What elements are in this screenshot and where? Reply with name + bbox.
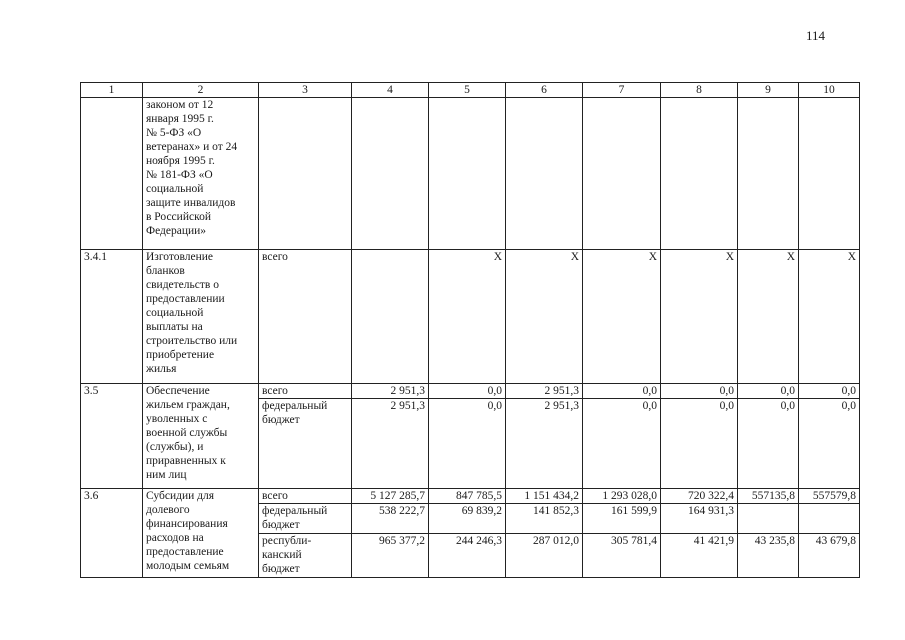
column-number: 8	[661, 83, 738, 98]
column-number: 4	[352, 83, 429, 98]
column-numbers-row	[81, 83, 860, 98]
funding-source-cell: федеральный бюджет	[259, 399, 352, 489]
value-cell: 69 839,2	[429, 504, 506, 534]
funding-source-cell: всего	[259, 489, 352, 504]
value-cell	[352, 250, 429, 384]
item-name-cell: законом от 12 января 1995 г. № 5-ФЗ «О ветеранах» и от 24 ноября 1995 г. № 181-ФЗ «О социальной защите инвалидов в Российской Федерации»	[143, 98, 259, 250]
column-number: 10	[799, 83, 860, 98]
value-cell: X	[738, 250, 799, 384]
value-cell: 0,0	[583, 384, 661, 399]
value-cell: X	[583, 250, 661, 384]
value-cell: 0,0	[799, 384, 860, 399]
funding-source-cell: всего	[259, 384, 352, 399]
value-cell: 557135,8	[738, 489, 799, 504]
value-cell	[799, 504, 860, 534]
item-code-cell: 3.6	[81, 489, 143, 578]
item-name-cell: Обеспечение жильем граждан, уволенных с военной службы (службы), и приравненных к ним лиц	[143, 384, 259, 489]
value-cell	[583, 98, 661, 250]
value-cell	[738, 504, 799, 534]
funding-source-cell	[259, 98, 352, 250]
value-cell	[352, 98, 429, 250]
value-cell: 2 951,3	[352, 384, 429, 399]
value-cell: 2 951,3	[352, 399, 429, 489]
value-cell: 5 127 285,7	[352, 489, 429, 504]
value-cell: 2 951,3	[506, 384, 583, 399]
value-cell	[506, 98, 583, 250]
value-cell: 244 246,3	[429, 534, 506, 578]
funding-source-cell: федеральный бюджет	[259, 504, 352, 534]
column-number: 6	[506, 83, 583, 98]
value-cell: 43 679,8	[799, 534, 860, 578]
value-cell: 2 951,3	[506, 399, 583, 489]
table-row	[81, 98, 860, 250]
value-cell	[429, 98, 506, 250]
column-number: 2	[143, 83, 259, 98]
item-name-cell: Субсидии для долевого финансирования расходов на предоставление молодым семьям	[143, 489, 259, 578]
value-cell: 0,0	[429, 399, 506, 489]
funding-source-cell: всего	[259, 250, 352, 384]
value-cell: 1 151 434,2	[506, 489, 583, 504]
value-cell: 305 781,4	[583, 534, 661, 578]
value-cell	[661, 98, 738, 250]
value-cell: 1 293 028,0	[583, 489, 661, 504]
value-cell: 557579,8	[799, 489, 860, 504]
value-cell	[738, 98, 799, 250]
value-cell: X	[429, 250, 506, 384]
value-cell: 0,0	[583, 399, 661, 489]
item-code-cell: 3.4.1	[81, 250, 143, 384]
value-cell: 141 852,3	[506, 504, 583, 534]
value-cell	[799, 98, 860, 250]
value-cell: 0,0	[738, 399, 799, 489]
value-cell: 720 322,4	[661, 489, 738, 504]
value-cell: 847 785,5	[429, 489, 506, 504]
value-cell: 41 421,9	[661, 534, 738, 578]
value-cell: 965 377,2	[352, 534, 429, 578]
value-cell: X	[506, 250, 583, 384]
value-cell: 164 931,3	[661, 504, 738, 534]
value-cell: 538 222,7	[352, 504, 429, 534]
value-cell: 0,0	[799, 399, 860, 489]
program-table	[80, 82, 860, 578]
column-number: 9	[738, 83, 799, 98]
table-row	[81, 250, 860, 384]
table-row	[81, 489, 860, 504]
column-number: 3	[259, 83, 352, 98]
column-number: 5	[429, 83, 506, 98]
value-cell: 43 235,8	[738, 534, 799, 578]
value-cell: 161 599,9	[583, 504, 661, 534]
value-cell: X	[661, 250, 738, 384]
value-cell: 0,0	[738, 384, 799, 399]
value-cell: 0,0	[429, 384, 506, 399]
page-number: 114	[806, 28, 826, 43]
funding-source-cell: республи- канский бюджет	[259, 534, 352, 578]
value-cell: 287 012,0	[506, 534, 583, 578]
item-name-cell: Изготовление бланков свидетельств о предоставлении социальной выплаты на строительство или приобретение жилья	[143, 250, 259, 384]
value-cell: 0,0	[661, 384, 738, 399]
item-code-cell	[81, 98, 143, 250]
table-row	[81, 384, 860, 399]
column-number: 7	[583, 83, 661, 98]
column-number: 1	[81, 83, 143, 98]
value-cell: 0,0	[661, 399, 738, 489]
item-code-cell: 3.5	[81, 384, 143, 489]
value-cell: X	[799, 250, 860, 384]
